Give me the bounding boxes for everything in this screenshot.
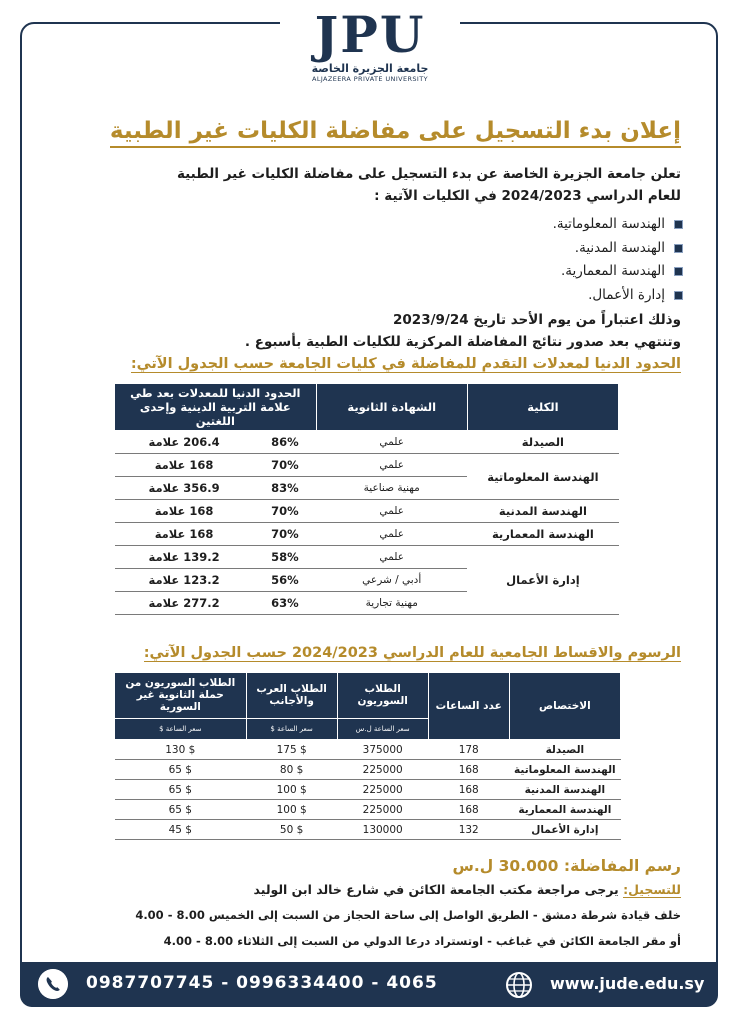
hours-cell: 132	[428, 820, 509, 840]
arab-price-cell: $ 100	[246, 800, 337, 820]
subheader-foreign-cert: سعر الساعة $	[115, 718, 247, 739]
hours-cell: 168	[428, 760, 509, 780]
table-row	[115, 523, 619, 546]
percent-cell: 58%	[254, 546, 317, 569]
certificate-cell: علمي	[316, 523, 467, 546]
minimum-averages-table	[114, 383, 619, 615]
table-header-row	[115, 384, 619, 431]
fees-table	[114, 672, 621, 840]
intro-line-1: تعلن جامعة الجزيرة الخاصة عن بدء التسجيل على مفاضلة الكليات غير الطبية	[176, 166, 681, 182]
college-list	[383, 213, 683, 307]
syrian-price-cell: 225000	[337, 800, 428, 820]
logo-mark: JPU	[314, 5, 426, 64]
mark-cell: 123.2 علامة	[115, 569, 254, 592]
arab-price-cell: $ 50	[246, 820, 337, 840]
mark-cell: 206.4 علامة	[115, 431, 254, 454]
table-row	[115, 740, 621, 760]
faculty-cell: إدارة الأعمال	[467, 546, 618, 615]
foreign-cert-price-cell: $ 65	[115, 760, 247, 780]
certificate-cell: علمي	[316, 500, 467, 523]
table-row	[115, 780, 621, 800]
arab-price-cell: $ 175	[246, 740, 337, 760]
college-item: إدارة الأعمال.	[383, 284, 683, 308]
foreign-cert-price-cell: $ 65	[115, 780, 247, 800]
percent-cell: 86%	[254, 431, 317, 454]
website-link[interactable]: www.jude.edu.sy	[550, 974, 705, 993]
phone-numbers[interactable]: 0987707745 - 0996334400 - 4065	[86, 973, 438, 993]
percent-cell: 70%	[254, 523, 317, 546]
specialization-cell: إدارة الأعمال	[509, 820, 620, 840]
table-row	[115, 820, 621, 840]
section-heading-minimums: الحدود الدنيا لمعدلات التقدم للمفاضلة في كليات الجامعة حسب الجدول الآتي:	[130, 356, 681, 372]
end-date-line: وتنتهي بعد صدور نتائج المفاضلة المركزية للكليات الطبية بأسبوع .	[244, 334, 681, 350]
section-heading-fees: الرسوم والاقساط الجامعية للعام الدراسي 2024/2023 حسب الجدول الآتي:	[143, 645, 681, 661]
mark-cell: 277.2 علامة	[115, 592, 254, 615]
foreign-cert-price-cell: $ 45	[115, 820, 247, 840]
header-syrian-foreign-cert: الطلاب السوريون من حملة الثانوية غير السورية	[115, 673, 247, 719]
mark-cell: 168 علامة	[115, 454, 254, 477]
subheader-arab: سعر الساعة $	[246, 718, 337, 739]
intro-line-2: للعام الدراسي 2024/2023 في الكليات الآتية :	[374, 188, 681, 204]
percent-cell: 63%	[254, 592, 317, 615]
header-syrian: الطلاب السوريون	[337, 673, 428, 719]
table-row	[115, 800, 621, 820]
location-1: خلف قيادة شرطة دمشق - الطريق الواصل إلى ساحة الحجاز من السبت إلى الخميس 8.00 - 4.00	[135, 908, 681, 922]
phone-icon[interactable]	[38, 969, 68, 999]
mark-cell: 356.9 علامة	[115, 477, 254, 500]
start-date-line: وذلك اعتباراً من يوم الأحد تاريخ 2023/9/24	[393, 312, 681, 328]
certificate-cell: مهنية تجارية	[316, 592, 467, 615]
table-row	[115, 500, 619, 523]
registration-label: للتسجيل:	[623, 882, 681, 897]
mark-cell: 168 علامة	[115, 523, 254, 546]
subheader-syrian: سعر الساعة ل.س	[337, 718, 428, 739]
certificate-cell: علمي	[316, 431, 467, 454]
logo-name-en: ALJAZEERA PRIVATE UNIVERSITY	[311, 75, 428, 83]
registration-text: يرجى مراجعة مكتب الجامعة الكائن في شارع خالد ابن الوليد	[253, 882, 624, 897]
header-faculty: الكلية	[467, 384, 618, 431]
table-header-row	[115, 673, 621, 719]
mark-cell: 139.2 علامة	[115, 546, 254, 569]
faculty-cell: الصيدلة	[467, 431, 618, 454]
certificate-cell: أدبي / شرعي	[316, 569, 467, 592]
syrian-price-cell: 225000	[337, 780, 428, 800]
percent-cell: 83%	[254, 477, 317, 500]
footer-bar	[20, 962, 718, 1007]
header-arab-foreign: الطلاب العرب والأجانب	[246, 673, 337, 719]
college-item: الهندسة المدنية.	[383, 237, 683, 261]
arab-price-cell: $ 80	[246, 760, 337, 780]
table-row	[115, 431, 619, 454]
faculty-cell: الهندسة المعلوماتية	[467, 454, 618, 500]
hours-cell: 168	[428, 780, 509, 800]
hours-cell: 168	[428, 800, 509, 820]
syrian-price-cell: 375000	[337, 740, 428, 760]
hours-cell: 178	[428, 740, 509, 760]
foreign-cert-price-cell: $ 130	[115, 740, 247, 760]
location-2: أو مقر الجامعة الكائن في غباغب - اوتستراد درعا الدولي من السبت إلى الثلاثاء 8.00 - 4.00	[163, 934, 681, 948]
faculty-cell: الهندسة المدنية	[467, 500, 618, 523]
table-row	[115, 760, 621, 780]
specialization-cell: الهندسة المعلوماتية	[509, 760, 620, 780]
foreign-cert-price-cell: $ 65	[115, 800, 247, 820]
specialization-cell: الهندسة المدنية	[509, 780, 620, 800]
specialization-cell: الصيدلة	[509, 740, 620, 760]
university-logo	[280, 0, 460, 95]
header-specialization: الاختصاص	[509, 673, 620, 740]
table-row	[115, 546, 619, 569]
dates-paragraph	[61, 309, 681, 353]
college-item: الهندسة المعلوماتية.	[383, 213, 683, 237]
certificate-cell: علمي	[316, 546, 467, 569]
specialization-cell: الهندسة المعمارية	[509, 800, 620, 820]
page-title: إعلان بدء التسجيل على مفاضلة الكليات غير الطبية	[110, 118, 681, 148]
application-fee: رسم المفاضلة: 30.000 ل.س	[452, 857, 681, 875]
intro-paragraph	[61, 163, 681, 207]
header-minimum: الحدود الدنيا للمعدلات بعد طي علامة التربية الدينية وإحدى اللغتين	[115, 384, 317, 431]
header-hours: عدد الساعات	[428, 673, 509, 740]
college-item: الهندسة المعمارية.	[383, 260, 683, 284]
registration-info	[254, 882, 682, 897]
certificate-cell: مهنية صناعية	[316, 477, 467, 500]
percent-cell: 70%	[254, 500, 317, 523]
certificate-cell: علمي	[316, 454, 467, 477]
percent-cell: 70%	[254, 454, 317, 477]
syrian-price-cell: 130000	[337, 820, 428, 840]
table-row	[115, 454, 619, 477]
globe-icon[interactable]	[505, 971, 533, 999]
arab-price-cell: $ 100	[246, 780, 337, 800]
mark-cell: 168 علامة	[115, 500, 254, 523]
header-certificate: الشهادة الثانوية	[316, 384, 467, 431]
syrian-price-cell: 225000	[337, 760, 428, 780]
percent-cell: 56%	[254, 569, 317, 592]
faculty-cell: الهندسة المعمارية	[467, 523, 618, 546]
logo-name-ar: جامعة الجزيرة الخاصة	[311, 62, 429, 75]
